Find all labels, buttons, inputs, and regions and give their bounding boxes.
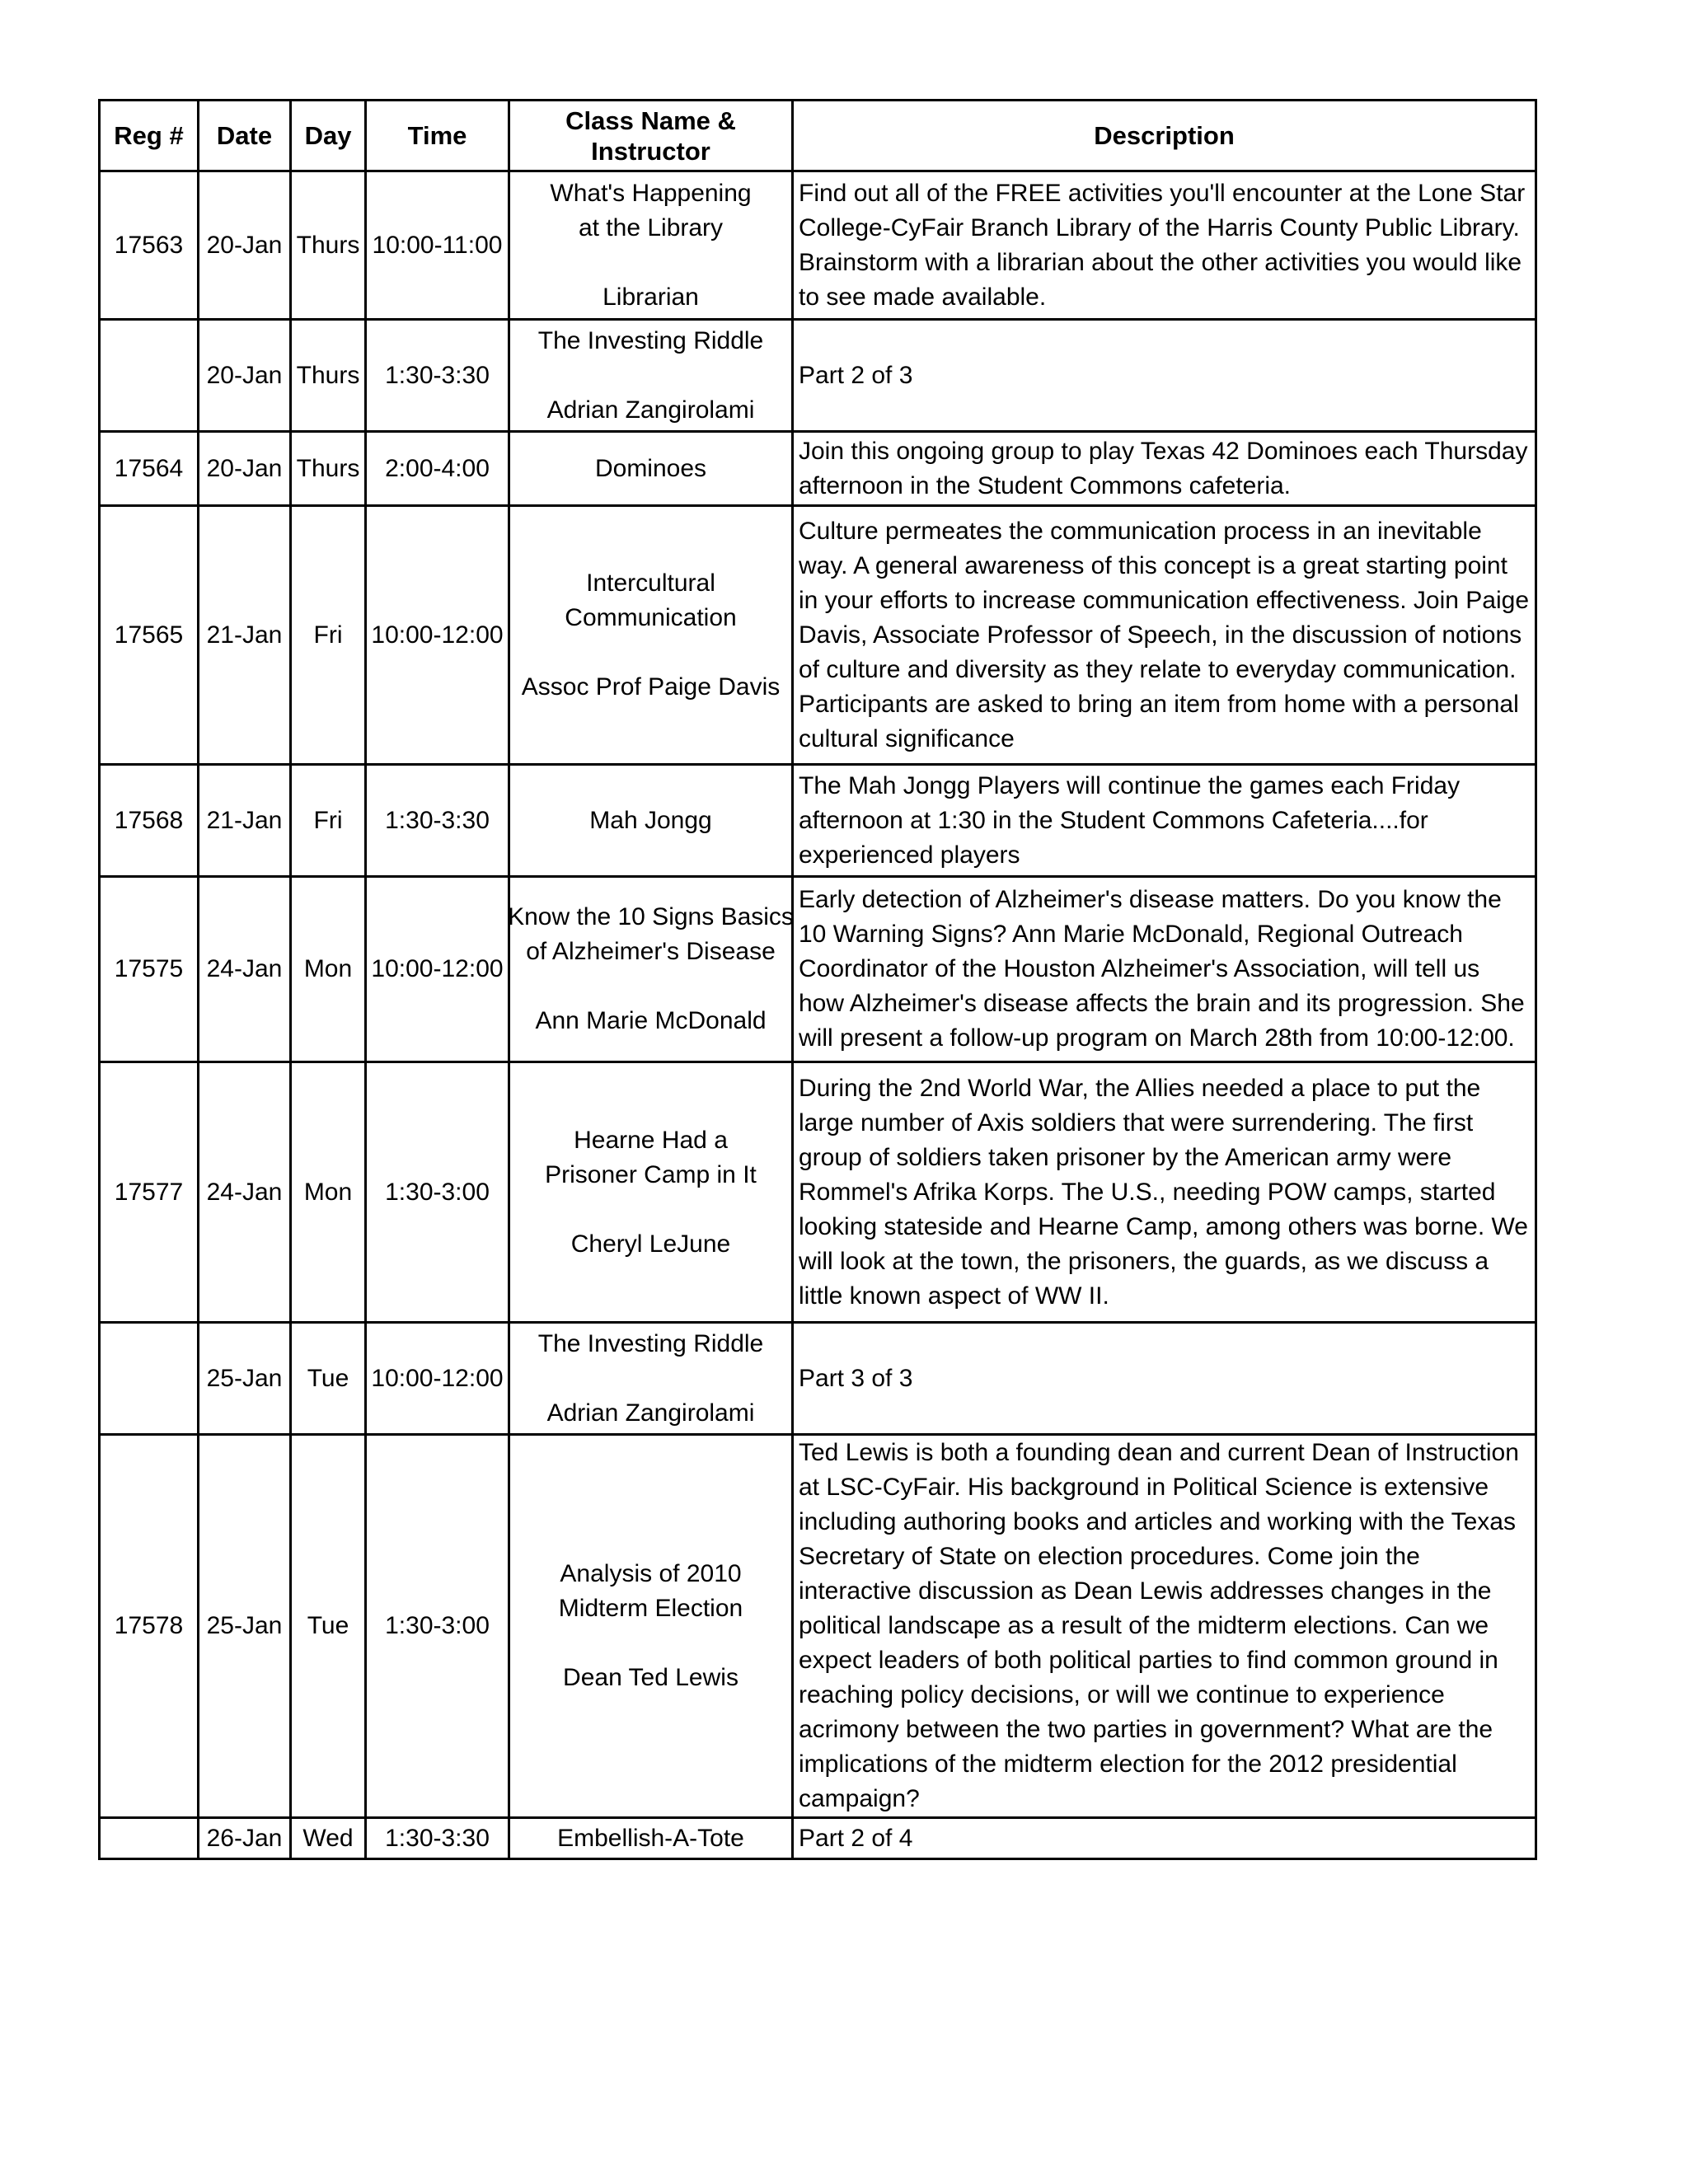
class-name-line2: Midterm Election — [558, 1595, 743, 1622]
cell-reg: 17575 — [100, 877, 199, 1062]
table-row — [100, 1062, 1536, 1323]
cell-description: During the 2nd World War, the Allies needed a place to put the large number of Axis soldiers that were surrendering. The first group of soldiers taken prisoner by the American army were Rommel's Afrika Korps. The U.S., needing POW camps, started looking stateside and Hearne Camp, among others was borne. We will look at the town, the prisoners, the guards, as we discuss a little known aspect of WW II. — [793, 1062, 1536, 1323]
cell-date: 24-Jan — [199, 1062, 291, 1323]
table-row — [100, 171, 1536, 320]
cell-description: Find out all of the FREE activities you'll encounter at the Lone Star College-CyFair Branch Library of the Harris County Public Library. Brainstorm with a librarian about the other activities you would like to see made available. — [793, 171, 1536, 320]
cell-class — [509, 171, 793, 320]
cell-day: Tue — [291, 1435, 366, 1818]
header-class-line1: Class Name & — [565, 105, 736, 135]
cell-day: Wed — [291, 1818, 366, 1859]
cell-reg: 17564 — [100, 432, 199, 506]
schedule-table — [98, 99, 1537, 1860]
cell-class — [509, 1818, 793, 1859]
cell-time: 10:00-12:00 — [366, 506, 509, 765]
class-instructor: Dean Ted Lewis — [563, 1664, 738, 1691]
class-name-line1: Know the 10 Signs Basics — [508, 903, 794, 930]
cell-description: Part 2 of 4 — [793, 1818, 1536, 1859]
cell-description: Join this ongoing group to play Texas 42 Dominoes each Thursday afternoon in the Student Commons cafeteria. — [793, 432, 1536, 506]
table-row — [100, 506, 1536, 765]
class-name-line1: What's Happening — [550, 179, 752, 207]
cell-date: 25-Jan — [199, 1435, 291, 1818]
cell-day: Tue — [291, 1323, 366, 1435]
cell-class — [509, 320, 793, 432]
table-row — [100, 1435, 1536, 1818]
cell-time: 1:30-3:00 — [366, 1435, 509, 1818]
cell-class — [509, 432, 793, 506]
cell-date: 25-Jan — [199, 1323, 291, 1435]
cell-reg: 17578 — [100, 1435, 199, 1818]
cell-date: 20-Jan — [199, 432, 291, 506]
cell-time: 10:00-12:00 — [366, 877, 509, 1062]
cell-time: 10:00-11:00 — [366, 171, 509, 320]
table-row — [100, 1818, 1536, 1859]
class-name-line1: The Investing Riddle — [537, 1329, 764, 1357]
class-instructor: Ann Marie McDonald — [535, 1007, 767, 1034]
cell-class — [509, 1435, 793, 1818]
cell-reg: 17568 — [100, 765, 199, 877]
cell-day: Thurs — [291, 320, 366, 432]
cell-description: Early detection of Alzheimer's disease matters. Do you know the 10 Warning Signs? Ann Marie McDonald, Regional Outreach Coordinator of the Houston Alzheimer's Association, will tell us how Alzheimer's disease affects the brain and its progression. She will present a follow-up program on March 28th from 10:00-12:00. — [793, 877, 1536, 1062]
class-instructor: Adrian Zangirolami — [546, 1399, 755, 1427]
cell-description: The Mah Jongg Players will continue the games each Friday afternoon at 1:30 in the Student Commons Cafeteria....for experienced players — [793, 765, 1536, 877]
cell-day: Thurs — [291, 171, 366, 320]
cell-reg: 17563 — [100, 171, 199, 320]
header-date: Date — [199, 101, 291, 171]
cell-reg: 17577 — [100, 1062, 199, 1323]
cell-class — [509, 506, 793, 765]
class-name-line1: Intercultural — [586, 569, 715, 597]
cell-day: Fri — [291, 765, 366, 877]
cell-reg: 17565 — [100, 506, 199, 765]
cell-date: 20-Jan — [199, 171, 291, 320]
cell-class — [509, 877, 793, 1062]
cell-time: 1:30-3:30 — [366, 1818, 509, 1859]
header-time: Time — [366, 101, 509, 171]
table-row — [100, 320, 1536, 432]
class-name-line2: of Alzheimer's Disease — [526, 938, 776, 965]
cell-description: Ted Lewis is both a founding dean and current Dean of Instruction at LSC-CyFair. His background in Political Science is extensive including authoring books and articles and working with the Texas Secretary of State on election procedures. Come join the interactive discussion as Dean Lewis addresses changes in the political landscape as a result of the midterm elections. Can we expect leaders of both political parties to find common ground in reaching policy decisions, or will we continue to experience acrimony between the two parties in government? What are the implications of the midterm election for the 2012 presidential campaign? — [793, 1435, 1536, 1818]
cell-reg — [100, 1818, 199, 1859]
table-row — [100, 877, 1536, 1062]
cell-time: 1:30-3:30 — [366, 765, 509, 877]
header-description: Description — [793, 101, 1536, 171]
class-name-line1: The Investing Riddle — [537, 326, 764, 354]
cell-class — [509, 1323, 793, 1435]
class-instructor: Adrian Zangirolami — [546, 396, 755, 424]
cell-day: Fri — [291, 506, 366, 765]
class-name-line2: Communication — [565, 603, 737, 631]
cell-description: Culture permeates the communication process in an inevitable way. A general awareness of this concept is a great starting point in your efforts to increase communication effectiveness. Join Paige Davis, Associate Professor of Speech, in the discussion of notions of culture and diversity as they relate to everyday communication. Participants are asked to bring an item from home with a personal cultural significance — [793, 506, 1536, 765]
cell-description: Part 3 of 3 — [793, 1323, 1536, 1435]
class-name-line1: Mah Jongg — [589, 806, 712, 834]
class-name-line1: Hearne Had a — [574, 1126, 728, 1154]
header-class-line2: Instructor — [591, 136, 710, 166]
table-row — [100, 432, 1536, 506]
cell-reg — [100, 320, 199, 432]
cell-time: 1:30-3:00 — [366, 1062, 509, 1323]
header-day: Day — [291, 101, 366, 171]
cell-date: 26-Jan — [199, 1818, 291, 1859]
cell-day: Mon — [291, 1062, 366, 1323]
cell-date: 20-Jan — [199, 320, 291, 432]
cell-day: Mon — [291, 877, 366, 1062]
cell-time: 1:30-3:30 — [366, 320, 509, 432]
class-name-line1: Dominoes — [594, 454, 707, 482]
class-instructor: Librarian — [603, 283, 699, 311]
cell-class — [509, 1062, 793, 1323]
header-row — [100, 101, 1536, 171]
table-row — [100, 765, 1536, 877]
cell-class — [509, 765, 793, 877]
cell-time: 10:00-12:00 — [366, 1323, 509, 1435]
cell-date: 24-Jan — [199, 877, 291, 1062]
class-instructor: Cheryl LeJune — [570, 1230, 731, 1258]
class-name-line1: Analysis of 2010 — [560, 1560, 742, 1587]
cell-date: 21-Jan — [199, 765, 291, 877]
class-instructor: Assoc Prof Paige Davis — [521, 673, 781, 701]
cell-day: Thurs — [291, 432, 366, 506]
class-name-line1: Embellish-A-Tote — [557, 1824, 744, 1852]
class-name-line2: Prisoner Camp in It — [545, 1160, 757, 1188]
header-reg: Reg # — [100, 101, 199, 171]
cell-date: 21-Jan — [199, 506, 291, 765]
cell-description: Part 2 of 3 — [793, 320, 1536, 432]
header-class — [509, 101, 793, 171]
table-row — [100, 1323, 1536, 1435]
cell-time: 2:00-4:00 — [366, 432, 509, 506]
class-name-line2: at the Library — [578, 213, 724, 241]
cell-reg — [100, 1323, 199, 1435]
